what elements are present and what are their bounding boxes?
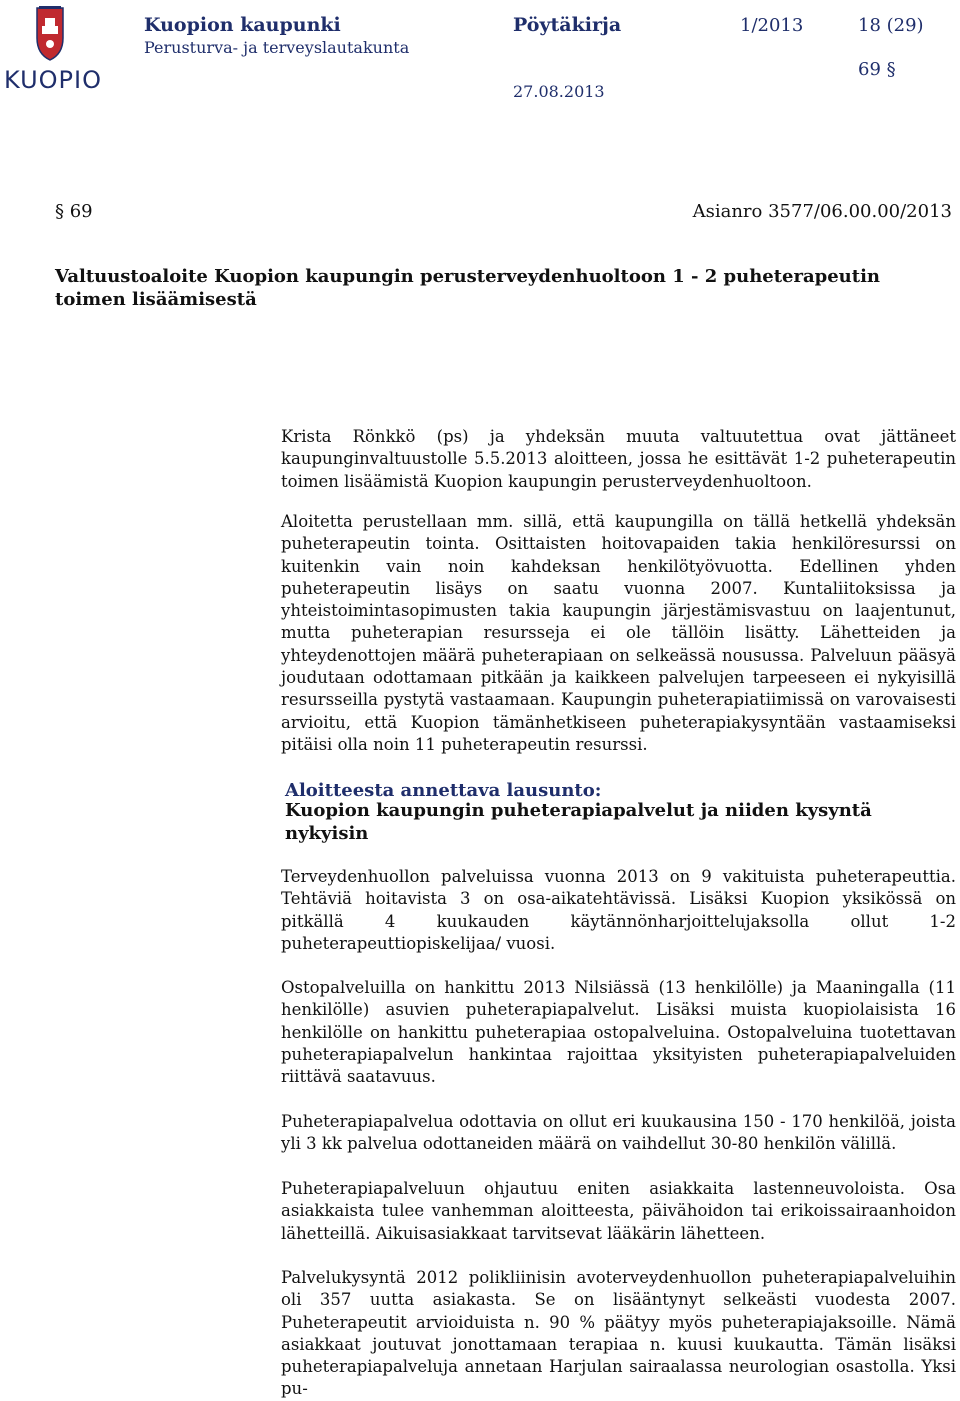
paragraph-initiative: Krista Rönkkö (ps) ja yhdeksän muuta valtuutettua ovat jättäneet kaupunginvaltuustolle 5.5.2013 aloitteen, jossa he esittävät 1-2 puheterapeutin toimen lisäämistä Kuopion kaupungin perusterveydenhuoltoon. bbox=[281, 427, 956, 491]
case-number: Asianro 3577/06.00.00/2013 bbox=[692, 201, 952, 222]
statement-subheading: Kuopion kaupungin puheterapiapalvelut ja niiden kysyntä nykyisin bbox=[285, 800, 872, 844]
board-name: Perusturva- ja terveyslautakunta bbox=[144, 38, 410, 57]
page-number: 18 (29) bbox=[858, 15, 924, 36]
document-number: 1/2013 bbox=[740, 15, 804, 36]
paragraph-demand: Palvelukysyntä 2012 polikliinisin avoterveydenhuollon puheterapiapalveluihin oli 357 uutta asiakasta. Se on lisääntynyt selkeästi vuodesta 2007. Puheterapeutit arvioiduista n. 90 % päätyy myös puheterapiajaksoille. Nämä asiakkaat joutuvat jonottamaan terapiaa n. kuusi kuukautta. Tämän lisäksi puheterapiapalveluja annetaan Harjulan sairaalassa neurologian osastolla. Yksi pu- bbox=[281, 1268, 956, 1399]
paragraph-referrals: Puheterapiapalveluun ohjautuu eniten asiakkaita lastenneuvoloista. Osa asiakkaista tulee vanhemman aloitteesta, päivähoidon tai erikoissairaanhoidon lähetteillä. Aikuisasiakkaat tarvitsevat lääkärin lähetteen. bbox=[281, 1179, 956, 1243]
paragraph-staff: Terveydenhuollon palveluissa vuonna 2013 on 9 vakituista puheterapeuttia. Tehtäviä hoitavista 3 on osa-aikatehtävissä. Lisäksi Kuopion yksikössä on pitkällä 4 kuukauden käytännönharjoittelujaksolla ollut 1-2 puheterapeuttiopiskelijaa/ vuosi. bbox=[281, 867, 956, 953]
section-number: § 69 bbox=[55, 201, 93, 222]
logo-wordmark: KUOPIO bbox=[4, 66, 102, 94]
item-title: Valtuustoaloite Kuopion kaupungin perusterveydenhuoltoon 1 - 2 puheterapeutin toimen lisäämisestä bbox=[55, 266, 881, 310]
header-section: 69 § bbox=[858, 59, 896, 80]
city-logo bbox=[3, 4, 102, 94]
meeting-date: 27.08.2013 bbox=[513, 82, 605, 101]
paragraph-outsourcing: Ostopalveluilla on hankittu 2013 Nilsiässä (13 henkilölle) ja Maaningalla (11 henkilölle) asuvien puheterapiapalvelut. Lisäksi muista kuopiolaisista 16 henkilölle on hankittu puheterapiaa ostopalveluina. Ostopalveluina tuotettavan puheterapiapalvelun hankintaa rajoittaa yksityisten puheterapiapalveluiden riittävä saatavuus. bbox=[281, 978, 956, 1087]
paragraph-waiting: Puheterapiapalvelua odottavia on ollut eri kuukausina 150 - 170 henkilöä, joista yli 3 kk palvelua odottaneiden määrä on vaihdellut 30-80 henkilön välillä. bbox=[281, 1112, 956, 1154]
statement-heading: Aloitteesta annettava lausunto: bbox=[285, 780, 602, 801]
document-type: Pöytäkirja bbox=[513, 14, 622, 36]
paragraph-justification: Aloitetta perustellaan mm. sillä, että kaupungilla on tällä hetkellä yhdeksän puheterapeutin tointa. Osittaisten hoitovapaiden takia henkilöresurssi on kuitenkin vain noin kahdeksan henkilötyövuotta. Edellinen yhden puheterapeutin lisäys on saatu vuonna 2007. Kuntaliitoksissa ja yhteistoimintasopimusten takia kaupungin järjestämisvastuu on laajentunut, mutta puheterapian resursseja ei ole tällöin lisätty. Lähetteiden ja yhteydenottojen määrä puheterapiaan on selkeässä nousussa. Palveluun pääsyä joudutaan odottamaan pitkään ja kaikkeen palvelujen tarpeeseen ei nykyisillä resursseilla pystytä vastaamaan. Kaupungin puheterapiatiimissä on varovaisesti arvioitu, että Kuopion tämänhetkiseen puheterapiakysyntään vastaamiseksi pitäisi olla noin 11 puheterapeutin resurssi. bbox=[281, 512, 956, 754]
coat-of-arms-icon bbox=[3, 4, 98, 66]
organization-name: Kuopion kaupunki bbox=[144, 14, 341, 36]
